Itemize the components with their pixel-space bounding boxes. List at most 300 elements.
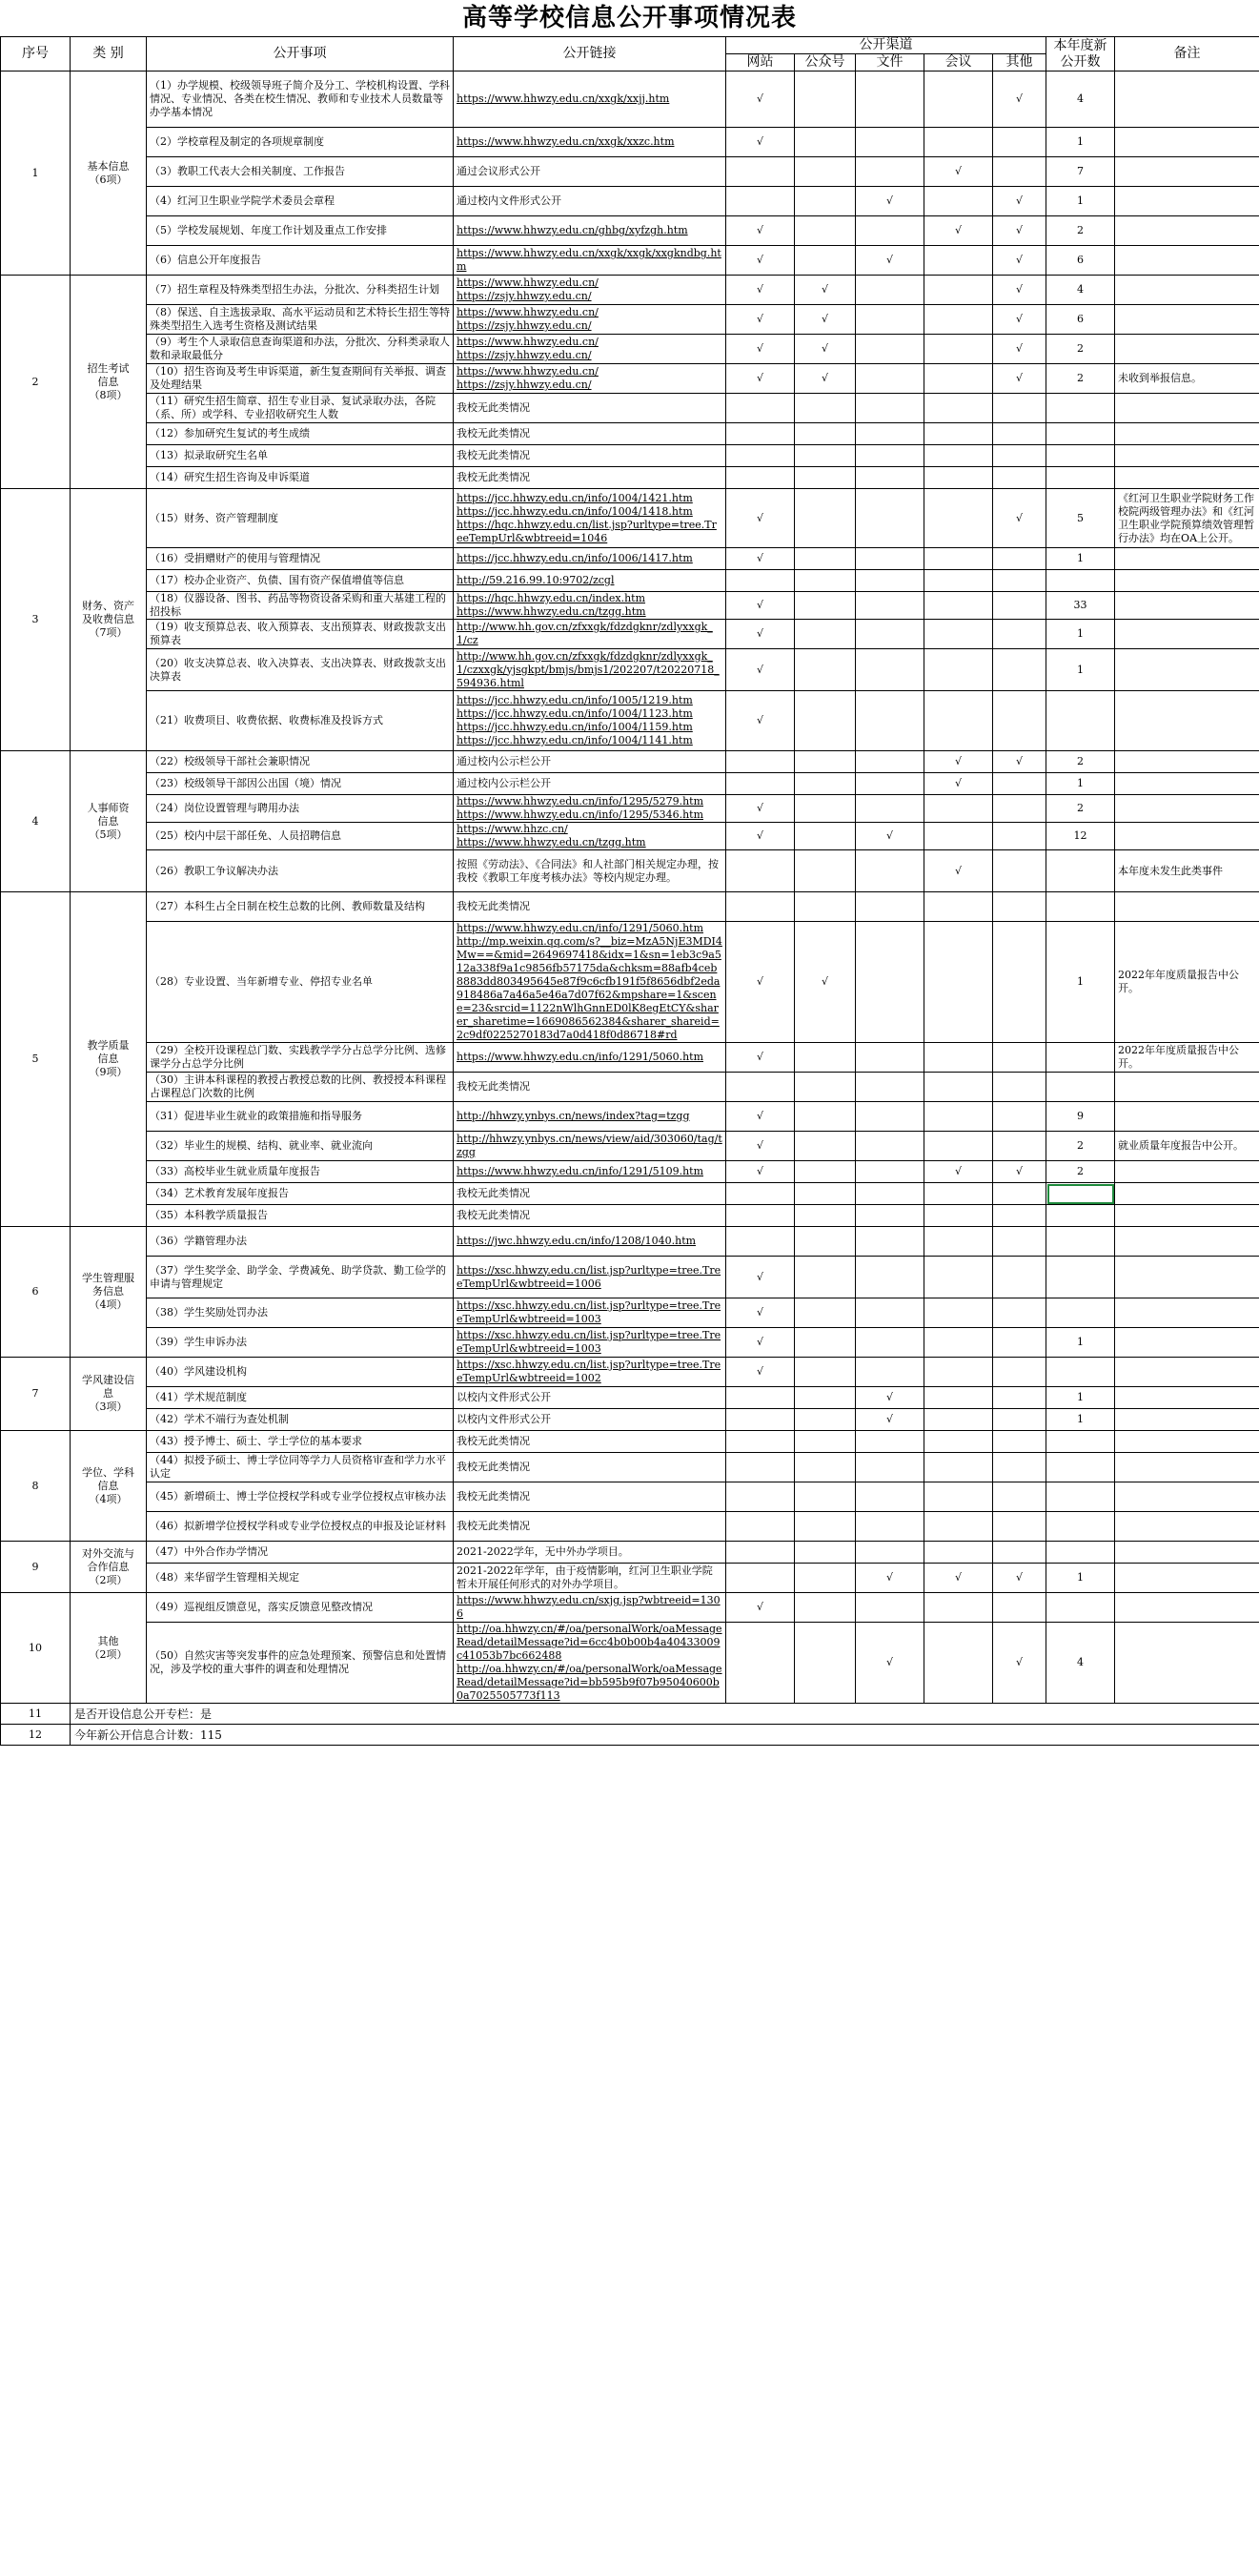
channel-website-cell: [726, 1512, 795, 1542]
channel-wechat-cell: [795, 72, 856, 128]
channel-wechat-cell: [795, 1205, 856, 1227]
channel-document-cell: √: [856, 823, 924, 850]
note-cell: [1115, 1227, 1259, 1257]
channel-document-cell: [856, 1358, 924, 1387]
channel-other-cell: [993, 922, 1046, 1043]
channel-website-cell: √: [726, 1161, 795, 1183]
link-cell[interactable]: https://www.hhwzy.edu.cn/info/1291/5060.htm: [454, 1043, 726, 1073]
channel-website-cell: √: [726, 922, 795, 1043]
note-cell: [1115, 548, 1259, 570]
table-row: [1, 364, 1259, 394]
note-cell: [1115, 1409, 1259, 1431]
count-cell[interactable]: 2: [1046, 1161, 1115, 1183]
table-row: [1, 1183, 1259, 1205]
channel-meeting-cell: [924, 1043, 993, 1073]
count-cell[interactable]: 1: [1046, 548, 1115, 570]
channel-meeting-cell: √: [924, 216, 993, 246]
link-cell[interactable]: http://hhwzy.ynbys.cn/news/view/aid/303060/tag/tzgg: [454, 1132, 726, 1161]
count-cell[interactable]: [1046, 467, 1115, 489]
channel-document-cell: [856, 305, 924, 335]
note-cell: [1115, 128, 1259, 157]
channel-meeting-cell: [924, 1358, 993, 1387]
link-cell[interactable]: https://xsc.hhwzy.edu.cn/list.jsp?urltype=tree.TreeTempUrl&wbtreeid=1003: [454, 1328, 726, 1358]
channel-document-cell: [856, 489, 924, 548]
channel-meeting-cell: [924, 72, 993, 128]
channel-document-cell: [856, 335, 924, 364]
disclosure-method-cell: 我校无此类情况: [454, 445, 726, 467]
count-cell[interactable]: 2: [1046, 364, 1115, 394]
count-cell[interactable]: [1046, 570, 1115, 592]
channel-meeting-cell: [924, 1183, 993, 1205]
table-row: [1, 548, 1259, 570]
link-cell[interactable]: https://www.hhwzy.edu.cn/xxgk/xxjj.htm: [454, 72, 726, 128]
channel-meeting-cell: [924, 1453, 993, 1482]
channel-website-cell: √: [726, 795, 795, 823]
channel-document-cell: [856, 1161, 924, 1183]
table-row: [1, 276, 1259, 305]
channel-website-cell: [726, 1387, 795, 1409]
channel-meeting-cell: [924, 1073, 993, 1102]
channel-other-cell: [993, 548, 1046, 570]
channel-document-cell: [856, 1453, 924, 1482]
link-cell[interactable]: https://xsc.hhwzy.edu.cn/list.jsp?urltype=tree.TreeTempUrl&wbtreeid=1006: [454, 1257, 726, 1298]
count-cell[interactable]: 4: [1046, 72, 1115, 128]
count-cell[interactable]: 2: [1046, 795, 1115, 823]
channel-meeting-cell: √: [924, 157, 993, 187]
link-cell[interactable]: https://jwc.hhwzy.edu.cn/info/1208/1040.htm: [454, 1227, 726, 1257]
channel-wechat-cell: [795, 1482, 856, 1512]
item-cell: （13）拟录取研究生名单: [147, 445, 454, 467]
channel-wechat-cell: [795, 445, 856, 467]
note-cell: [1115, 570, 1259, 592]
channel-meeting-cell: [924, 394, 993, 423]
category-cell: 学风建设信 息 （3项）: [71, 1358, 147, 1431]
channel-wechat-cell: √: [795, 922, 856, 1043]
channel-other-cell: √: [993, 305, 1046, 335]
note-cell: [1115, 394, 1259, 423]
link-cell[interactable]: https://www.hhwzy.edu.cn/info/1291/5060.htm http://mp.weixin.qq.com/s?__biz=MzA5NjE3MDI4Mw==&mid=2649697418&idx=1&sn=1eb3c9a512a338f9a1c9856fb57175da&chksm=88afb4ceb8883dd803495645e87f9c6cfb191f5f8656dbf2eda918486a7a46a5e46a7d07f62&mpshare=1&scene=23&srcid=1122nWlhGnnED0lK8egEtCY&sharer_sharetime=1669086562384&sharer_shareid=2c9df0225270183d7a0d418f0d86718#rd: [454, 922, 726, 1043]
disclosure-method-cell: 我校无此类情况: [454, 1431, 726, 1453]
count-cell[interactable]: [1046, 691, 1115, 751]
count-cell[interactable]: 4: [1046, 1623, 1115, 1704]
channel-document-cell: [856, 1431, 924, 1453]
note-cell: [1115, 1623, 1259, 1704]
note-cell: [1115, 1257, 1259, 1298]
count-cell[interactable]: [1046, 1358, 1115, 1387]
note-cell: [1115, 445, 1259, 467]
count-cell[interactable]: 9: [1046, 1102, 1115, 1132]
channel-other-cell: [993, 795, 1046, 823]
channel-website-cell: √: [726, 592, 795, 620]
count-cell[interactable]: 5: [1046, 489, 1115, 548]
channel-other-cell: [993, 649, 1046, 691]
category-cell: 基本信息 （6项）: [71, 72, 147, 276]
item-cell: （34）艺术教育发展年度报告: [147, 1183, 454, 1205]
channel-wechat-cell: [795, 1358, 856, 1387]
channel-meeting-cell: [924, 1298, 993, 1328]
link-cell[interactable]: https://jcc.hhwzy.edu.cn/info/1004/1421.htm https://jcc.hhwzy.edu.cn/info/1004/1418.htm https://hqc.hhwzy.edu.cn/list.jsp?urltype=tree.TreeTempUrl&wbtreeid=1046: [454, 489, 726, 548]
channel-other-cell: [993, 1102, 1046, 1132]
channel-document-cell: [856, 467, 924, 489]
item-cell: （33）高校毕业生就业质量年度报告: [147, 1161, 454, 1183]
count-cell[interactable]: 2: [1046, 216, 1115, 246]
channel-other-cell: [993, 1043, 1046, 1073]
channel-website-cell: [726, 1453, 795, 1482]
channel-other-cell: √: [993, 276, 1046, 305]
disclosure-method-cell: 通过校内文件形式公开: [454, 187, 726, 216]
link-cell[interactable]: https://www.hhwzy.edu.cn/info/1291/5109.htm: [454, 1161, 726, 1183]
table-row: [1, 445, 1259, 467]
channel-document-cell: [856, 1227, 924, 1257]
count-cell[interactable]: [1046, 1482, 1115, 1512]
note-cell: [1115, 1431, 1259, 1453]
count-cell[interactable]: [1046, 445, 1115, 467]
channel-document-cell: [856, 922, 924, 1043]
count-cell[interactable]: [1046, 1512, 1115, 1542]
channel-wechat-cell: [795, 1512, 856, 1542]
channel-wechat-cell: [795, 216, 856, 246]
channel-other-cell: [993, 157, 1046, 187]
channel-other-cell: [993, 1227, 1046, 1257]
channel-meeting-cell: [924, 489, 993, 548]
count-cell[interactable]: [1046, 1453, 1115, 1482]
summary-row: [1, 1725, 1259, 1746]
header-seq: 序号: [1, 37, 71, 72]
channel-website-cell: [726, 1431, 795, 1453]
channel-document-cell: [856, 773, 924, 795]
channel-document-cell: [856, 548, 924, 570]
count-cell[interactable]: 12: [1046, 823, 1115, 850]
header-channel-document: 文件: [856, 54, 924, 72]
count-cell[interactable]: 1: [1046, 1409, 1115, 1431]
count-cell[interactable]: 1: [1046, 1387, 1115, 1409]
count-cell[interactable]: 2: [1046, 1132, 1115, 1161]
channel-meeting-cell: [924, 1593, 993, 1623]
channel-wechat-cell: [795, 1227, 856, 1257]
note-cell: [1115, 72, 1259, 128]
note-cell: [1115, 1358, 1259, 1387]
note-cell: [1115, 187, 1259, 216]
item-cell: （20）收支决算总表、收入决算表、支出决算表、财政拨款支出决算表: [147, 649, 454, 691]
count-cell[interactable]: [1046, 423, 1115, 445]
count-cell[interactable]: 1: [1046, 620, 1115, 649]
note-cell: [1115, 1593, 1259, 1623]
count-cell[interactable]: [1046, 1257, 1115, 1298]
count-cell[interactable]: 4: [1046, 276, 1115, 305]
table-row: [1, 823, 1259, 850]
channel-document-cell: [856, 394, 924, 423]
channel-wechat-cell: [795, 1542, 856, 1564]
count-cell[interactable]: [1046, 1593, 1115, 1623]
note-cell: [1115, 335, 1259, 364]
channel-document-cell: [856, 1328, 924, 1358]
count-cell[interactable]: [1046, 892, 1115, 922]
note-cell: 2022年年度质量报告中公开。: [1115, 922, 1259, 1043]
note-cell: [1115, 1161, 1259, 1183]
channel-document-cell: √: [856, 1623, 924, 1704]
channel-wechat-cell: [795, 850, 856, 892]
channel-document-cell: √: [856, 246, 924, 276]
row-seq-cell: 8: [1, 1431, 71, 1542]
channel-document-cell: [856, 795, 924, 823]
item-cell: （11）研究生招生简章、招生专业目录、复试录取办法，各院（系、所）或学科、专业招收研究生人数: [147, 394, 454, 423]
count-cell[interactable]: 1: [1046, 1328, 1115, 1358]
channel-document-cell: [856, 128, 924, 157]
row-seq-cell: 1: [1, 72, 71, 276]
channel-other-cell: [993, 1205, 1046, 1227]
count-cell[interactable]: 2: [1046, 335, 1115, 364]
count-cell[interactable]: 1: [1046, 128, 1115, 157]
count-cell[interactable]: 1: [1046, 922, 1115, 1043]
item-cell: （7）招生章程及特殊类型招生办法，分批次、分科类招生计划: [147, 276, 454, 305]
count-cell[interactable]: 6: [1046, 246, 1115, 276]
disclosure-method-cell: 我校无此类情况: [454, 1205, 726, 1227]
channel-other-cell: √: [993, 751, 1046, 773]
item-cell: （40）学风建设机构: [147, 1358, 454, 1387]
table-row: [1, 335, 1259, 364]
channel-website-cell: √: [726, 1328, 795, 1358]
channel-website-cell: [726, 751, 795, 773]
count-cell[interactable]: 6: [1046, 305, 1115, 335]
count-cell[interactable]: 2: [1046, 751, 1115, 773]
channel-meeting-cell: [924, 1328, 993, 1358]
channel-website-cell: [726, 1183, 795, 1205]
item-cell: （10）招生咨询及考生申诉渠道，新生复查期间有关举报、调查及处理结果: [147, 364, 454, 394]
count-cell[interactable]: [1046, 1542, 1115, 1564]
note-cell: [1115, 1298, 1259, 1328]
count-cell[interactable]: [1046, 1205, 1115, 1227]
channel-document-cell: [856, 72, 924, 128]
note-cell: 《红河卫生职业学院财务工作校院两级管理办法》和《红河卫生职业学院预算绩效管理暂行办法》均在OA上公开。: [1115, 489, 1259, 548]
channel-wechat-cell: [795, 773, 856, 795]
count-cell[interactable]: [1046, 1073, 1115, 1102]
channel-other-cell: √: [993, 246, 1046, 276]
count-cell[interactable]: [1046, 850, 1115, 892]
channel-website-cell: √: [726, 1102, 795, 1132]
item-cell: （44）拟授予硕士、博士学位同等学力人员资格审查和学力水平认定: [147, 1453, 454, 1482]
channel-wechat-cell: √: [795, 276, 856, 305]
item-cell: （50）自然灾害等突发事件的应急处理预案、预警信息和处置情况，涉及学校的重大事件的调查和处理情况: [147, 1623, 454, 1704]
link-cell[interactable]: https://www.hhwzy.edu.cn/ https://zsjy.hhwzy.edu.cn/: [454, 335, 726, 364]
table-row: [1, 649, 1259, 691]
note-cell: [1115, 892, 1259, 922]
link-cell[interactable]: https://hqc.hhwzy.edu.cn/index.htm https://www.hhwzy.edu.cn/tzgg.htm: [454, 592, 726, 620]
table-row: [1, 1431, 1259, 1453]
note-cell: [1115, 1512, 1259, 1542]
channel-website-cell: [726, 570, 795, 592]
link-cell[interactable]: https://xsc.hhwzy.edu.cn/list.jsp?urltype=tree.TreeTempUrl&wbtreeid=1003: [454, 1298, 726, 1328]
table-row: [1, 892, 1259, 922]
link-cell[interactable]: https://www.hhwzy.edu.cn/xxgk/xxgk/xxgkndbg.htm: [454, 246, 726, 276]
header-item: 公开事项: [147, 37, 454, 72]
channel-wechat-cell: [795, 187, 856, 216]
link-cell[interactable]: http://www.hh.gov.cn/zfxxgk/fdzdgknr/zdlyxxgk_1/cz: [454, 620, 726, 649]
link-cell[interactable]: https://www.hhwzy.edu.cn/xxgk/xxzc.htm: [454, 128, 726, 157]
category-cell: 学生管理服 务信息 （4项）: [71, 1227, 147, 1358]
category-cell: 教学质量 信息 （9项）: [71, 892, 147, 1227]
link-cell[interactable]: https://www.hhwzy.edu.cn/ https://zsjy.hhwzy.edu.cn/: [454, 276, 726, 305]
note-cell: [1115, 1183, 1259, 1205]
table-row: [1, 1387, 1259, 1409]
summary-seq-cell: 11: [1, 1704, 71, 1725]
channel-meeting-cell: [924, 620, 993, 649]
channel-wechat-cell: [795, 1328, 856, 1358]
item-cell: （15）财务、资产管理制度: [147, 489, 454, 548]
selected-count-cell[interactable]: [1046, 1183, 1115, 1205]
item-cell: （1）办学规模、校级领导班子简介及分工、学校机构设置、学科情况、专业情况、各类在校生情况、教师和专业技术人员数量等办学基本情况: [147, 72, 454, 128]
link-cell[interactable]: https://www.hhzc.cn/ https://www.hhwzy.edu.cn/tzgg.htm: [454, 823, 726, 850]
channel-meeting-cell: [924, 1102, 993, 1132]
channel-wechat-cell: [795, 1298, 856, 1328]
link-cell[interactable]: https://www.hhwzy.edu.cn/sxjg.jsp?wbtreeid=1306: [454, 1593, 726, 1623]
table-row: [1, 187, 1259, 216]
category-cell: 招生考试 信息 （8项）: [71, 276, 147, 489]
note-cell: 未收到举报信息。: [1115, 364, 1259, 394]
link-cell[interactable]: http://59.216.99.10:9702/zcgl: [454, 570, 726, 592]
channel-wechat-cell: [795, 570, 856, 592]
item-cell: （38）学生奖励处罚办法: [147, 1298, 454, 1328]
note-cell: [1115, 751, 1259, 773]
channel-website-cell: [726, 892, 795, 922]
link-cell[interactable]: https://www.hhwzy.edu.cn/ https://zsjy.hhwzy.edu.cn/: [454, 305, 726, 335]
item-cell: （29）全校开设课程总门数、实践教学学分占总学分比例、选修课学分占总学分比例: [147, 1043, 454, 1073]
channel-meeting-cell: [924, 922, 993, 1043]
channel-website-cell: √: [726, 276, 795, 305]
item-cell: （12）参加研究生复试的考生成绩: [147, 423, 454, 445]
channel-document-cell: [856, 1257, 924, 1298]
channel-meeting-cell: √: [924, 773, 993, 795]
count-cell[interactable]: 7: [1046, 157, 1115, 187]
table-row: [1, 1328, 1259, 1358]
channel-meeting-cell: [924, 823, 993, 850]
item-cell: （24）岗位设置管理与聘用办法: [147, 795, 454, 823]
item-cell: （5）学校发展规划、年度工作计划及重点工作安排: [147, 216, 454, 246]
channel-website-cell: [726, 1409, 795, 1431]
count-cell[interactable]: [1046, 1043, 1115, 1073]
channel-other-cell: [993, 592, 1046, 620]
table-row: [1, 394, 1259, 423]
row-seq-cell: 10: [1, 1593, 71, 1704]
channel-document-cell: √: [856, 187, 924, 216]
channel-meeting-cell: [924, 1542, 993, 1564]
count-cell[interactable]: [1046, 394, 1115, 423]
item-cell: （2）学校章程及制定的各项规章制度: [147, 128, 454, 157]
channel-meeting-cell: [924, 1132, 993, 1161]
header-count: 本年度新 公开数: [1046, 37, 1115, 72]
item-cell: （30）主讲本科课程的教授占教授总数的比例、教授授本科课程占课程总门次数的比例: [147, 1073, 454, 1102]
channel-wechat-cell: [795, 1387, 856, 1409]
count-cell[interactable]: 1: [1046, 649, 1115, 691]
table-row: [1, 1227, 1259, 1257]
channel-wechat-cell: [795, 394, 856, 423]
channel-website-cell: [726, 157, 795, 187]
channel-website-cell: √: [726, 246, 795, 276]
note-cell: [1115, 1564, 1259, 1593]
count-cell[interactable]: [1046, 1298, 1115, 1328]
channel-website-cell: √: [726, 548, 795, 570]
link-cell[interactable]: http://hhwzy.ynbys.cn/news/index?tag=tzgg: [454, 1102, 726, 1132]
disclosure-method-cell: 我校无此类情况: [454, 1073, 726, 1102]
channel-wechat-cell: [795, 423, 856, 445]
channel-meeting-cell: [924, 246, 993, 276]
item-cell: （25）校内中层干部任免、人员招聘信息: [147, 823, 454, 850]
summary-seq-cell: 12: [1, 1725, 71, 1746]
channel-meeting-cell: [924, 364, 993, 394]
item-cell: （17）校办企业资产、负债、国有资产保值增值等信息: [147, 570, 454, 592]
channel-website-cell: [726, 394, 795, 423]
channel-website-cell: √: [726, 1132, 795, 1161]
table-row: [1, 1623, 1259, 1704]
disclosure-method-cell: 通过校内公示栏公开: [454, 773, 726, 795]
item-cell: （45）新增硕士、博士学位授权学科或专业学位授权点审核办法: [147, 1482, 454, 1512]
item-cell: （32）毕业生的规模、结构、就业率、就业流向: [147, 1132, 454, 1161]
channel-wechat-cell: [795, 823, 856, 850]
link-cell[interactable]: https://www.hhwzy.edu.cn/ https://zsjy.hhwzy.edu.cn/: [454, 364, 726, 394]
channel-website-cell: √: [726, 364, 795, 394]
channel-document-cell: [856, 276, 924, 305]
link-cell[interactable]: https://jcc.hhwzy.edu.cn/info/1005/1219.htm https://jcc.hhwzy.edu.cn/info/1004/1123.htm https://jcc.hhwzy.edu.cn/info/1004/1159.htm https://jcc.hhwzy.edu.cn/info/1004/1141.htm: [454, 691, 726, 751]
channel-document-cell: √: [856, 1564, 924, 1593]
table-row: [1, 922, 1259, 1043]
channel-website-cell: √: [726, 1298, 795, 1328]
channel-website-cell: √: [726, 128, 795, 157]
link-cell[interactable]: https://jcc.hhwzy.edu.cn/info/1006/1417.htm: [454, 548, 726, 570]
note-cell: [1115, 795, 1259, 823]
table-row: [1, 1453, 1259, 1482]
channel-document-cell: √: [856, 1387, 924, 1409]
item-cell: （16）受捐赠财产的使用与管理情况: [147, 548, 454, 570]
item-cell: （4）红河卫生职业学院学术委员会章程: [147, 187, 454, 216]
count-cell[interactable]: 1: [1046, 187, 1115, 216]
count-cell[interactable]: [1046, 1227, 1115, 1257]
link-cell[interactable]: https://www.hhwzy.edu.cn/info/1295/5279.htm https://www.hhwzy.edu.cn/info/1295/5346.htm: [454, 795, 726, 823]
channel-other-cell: [993, 1132, 1046, 1161]
channel-other-cell: [993, 1358, 1046, 1387]
link-cell[interactable]: http://www.hh.gov.cn/zfxxgk/fdzdgknr/zdlyxxgk_1/czxxgk/yjsgkpt/bmjs/bmjs1/202207/t20220718_594936.html: [454, 649, 726, 691]
table-row: [1, 305, 1259, 335]
count-cell[interactable]: 33: [1046, 592, 1115, 620]
channel-meeting-cell: √: [924, 1161, 993, 1183]
note-cell: [1115, 246, 1259, 276]
channel-document-cell: [856, 1512, 924, 1542]
count-cell[interactable]: 1: [1046, 773, 1115, 795]
summary-text-cell: 今年新公开信息合计数：115: [71, 1725, 1259, 1746]
channel-wechat-cell: [795, 1132, 856, 1161]
table-row: [1, 773, 1259, 795]
count-cell[interactable]: 1: [1046, 1564, 1115, 1593]
note-cell: [1115, 467, 1259, 489]
channel-other-cell: [993, 620, 1046, 649]
channel-wechat-cell: [795, 246, 856, 276]
channel-website-cell: √: [726, 823, 795, 850]
table-row: [1, 72, 1259, 128]
count-cell[interactable]: [1046, 1431, 1115, 1453]
channel-document-cell: [856, 216, 924, 246]
channel-website-cell: √: [726, 1358, 795, 1387]
channel-website-cell: [726, 445, 795, 467]
table-row: [1, 1564, 1259, 1593]
disclosure-method-cell: 按照《劳动法》、《合同法》和人社部门相关规定办理，按我校《教职工年度考核办法》等校内规定办理。: [454, 850, 726, 892]
channel-wechat-cell: √: [795, 364, 856, 394]
disclosure-method-cell: 我校无此类情况: [454, 892, 726, 922]
channel-other-cell: [993, 1593, 1046, 1623]
row-seq-cell: 7: [1, 1358, 71, 1431]
disclosure-method-cell: 我校无此类情况: [454, 394, 726, 423]
link-cell[interactable]: https://xsc.hhwzy.edu.cn/list.jsp?urltype=tree.TreeTempUrl&wbtreeid=1002: [454, 1358, 726, 1387]
table-row: [1, 751, 1259, 773]
link-cell[interactable]: https://www.hhwzy.edu.cn/ghbg/xyfzgh.htm: [454, 216, 726, 246]
link-cell[interactable]: http://oa.hhwzy.cn/#/oa/personalWork/oaMessageRead/detailMessage?id=6cc4b0b00b4a40433009c41053b7bc662488 http://oa.hhwzy.cn/#/oa/personalWork/oaMessageRead/detailMessage?id=bb595b9f07b95040600b0a7025505773f113: [454, 1623, 726, 1704]
